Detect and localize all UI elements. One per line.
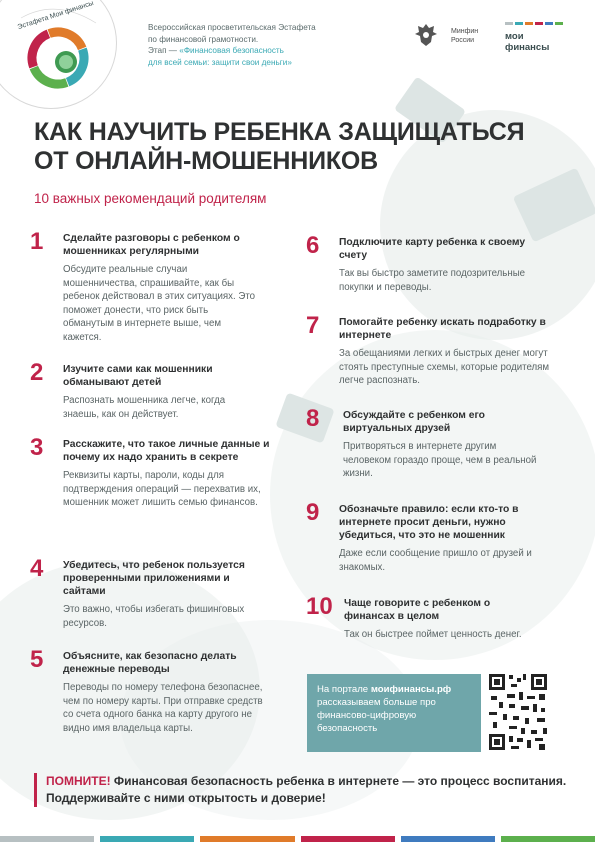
recommendation-item [306, 499, 558, 574]
relay-logo-text: Эстафета Мои финансы [16, 0, 95, 32]
item-body: Так вы быстро заметите подозрительные покупки и переводы. [339, 268, 526, 293]
remember-note [34, 773, 576, 807]
footer-stripe [501, 836, 595, 842]
recommendation-item [306, 312, 568, 388]
remember-label: ПОМНИТЕ! [46, 774, 111, 788]
footer-color-strip [0, 836, 595, 842]
moi-finansy-logo [505, 22, 563, 53]
item-number: 10 [306, 593, 333, 620]
item-title: Чаще говорите с ребенком о финансах в целом [344, 598, 491, 622]
footer-stripe [301, 836, 395, 842]
item-number: 4 [30, 555, 44, 582]
portal-site-link[interactable]: моифинансы.рф [370, 684, 452, 695]
recommendation-item [30, 646, 270, 735]
recommendation-item [30, 228, 260, 344]
eagle-emblem-icon [414, 22, 438, 48]
item-title: Обсуждайте с ребенком его виртуальных друзей [343, 410, 485, 434]
portal-text: рассказываем больше про финансово-цифровую безопасность [317, 697, 436, 734]
item-title: Подключите карту ребенка к своему счету [339, 237, 526, 261]
item-body: Распознать мошенника легче, когда знаешь, как он действует. [63, 395, 226, 420]
stage-name: «Финансовая безопасность [179, 46, 284, 55]
recommendation-item [30, 434, 275, 510]
item-number: 9 [306, 499, 320, 526]
item-number: 2 [30, 359, 44, 386]
item-number: 1 [30, 228, 44, 255]
item-body: Так он быстрее поймет ценность денег. [344, 629, 522, 640]
item-body: Это важно, чтобы избегать фишинговых ресурсов. [63, 604, 245, 629]
relay-logo [0, 0, 116, 108]
item-title: Изучите сами как мошенники обманывают детей [63, 364, 213, 388]
page-subtitle: 10 важных рекомендаций родителям [34, 191, 267, 206]
item-body: За обещаниями легких и быстрых денег могут стоять преступные схемы, которые родителям легче распознать. [339, 348, 550, 386]
stage-prefix: Этап — [148, 46, 180, 55]
organizer-line: по финансовой грамотности. [148, 34, 259, 44]
qr-code-icon[interactable] [487, 672, 549, 752]
remember-text: Финансовая безопасность ребенка в интернете — это процесс воспитания. Поддерживайте с ними открытость и доверие! [46, 774, 567, 805]
logo-color-bars [505, 22, 563, 25]
item-body: Даже если сообщение пришло от друзей и знакомых. [339, 548, 532, 573]
recommendation-item [30, 359, 260, 421]
page-title [34, 118, 574, 176]
recommendation-item [306, 232, 536, 294]
footer-stripe [401, 836, 495, 842]
item-number: 5 [30, 646, 44, 673]
item-body: Обсудите реальные случаи мошенничества, спрашивайте, как бы ребенок действовал в этих ситуациях. Это поможет донести, что риск быть обманутым в интернете выше, чем кажется. [63, 264, 256, 343]
portal-prefix: На портале [317, 684, 371, 695]
recommendation-item [306, 405, 546, 481]
title-line: КАК НАУЧИТЬ РЕБЕНКА ЗАЩИЩАТЬСЯ [34, 118, 525, 146]
item-number: 3 [30, 434, 44, 461]
organizer-line: Всероссийская просветительская Эстафета [148, 23, 316, 32]
stage-line [148, 45, 378, 57]
item-title: Помогайте ребенку искать подработку в интернете [339, 317, 546, 341]
portal-info-box [307, 674, 481, 752]
footer-stripe [200, 836, 294, 842]
item-title: Объясните, как безопасно делать денежные переводы [63, 651, 237, 675]
recommendation-item [306, 593, 538, 642]
item-number: 7 [306, 312, 320, 339]
item-body: Реквизиты карты, пароли, коды для подтверждения операций — перехватив их, мошенник может лишить семью финансов. [63, 470, 261, 508]
minfin-label: Минфин [451, 28, 479, 35]
minfin-label: России [451, 37, 475, 44]
item-number: 8 [306, 405, 320, 432]
item-title: Убедитесь, что ребенок пользуется проверенными приложениями и сайтами [63, 560, 245, 597]
recommendation-item [30, 555, 265, 630]
stage-name-cont: для всей семьи: защити свои деньги» [148, 57, 292, 67]
organizer-text [148, 22, 378, 68]
footer-stripe [0, 836, 94, 842]
item-title: Сделайте разговоры с ребенком о мошенниках регулярными [63, 233, 240, 257]
item-number: 6 [306, 232, 320, 259]
title-line: ОТ ОНЛАЙН-МОШЕННИКОВ [34, 147, 379, 175]
item-title: Обозначьте правило: если кто-то в интернете просит деньги, нужно убедиться, что это не мошенник [339, 504, 519, 541]
moi-finansy-text: мои финансы [505, 31, 550, 53]
item-body: Переводы по номеру телефона безопаснее, чем по номеру карты. При отправке средств со счета одного банка на карту другого не видно имя владельца карты. [63, 682, 263, 734]
item-body: Притворяться в интернете другим человеком гораздо проще, чем в реальной жизни. [343, 441, 537, 479]
item-title: Расскажите, что такое личные данные и почему их надо хранить в секрете [63, 439, 270, 463]
footer-stripe [100, 836, 194, 842]
